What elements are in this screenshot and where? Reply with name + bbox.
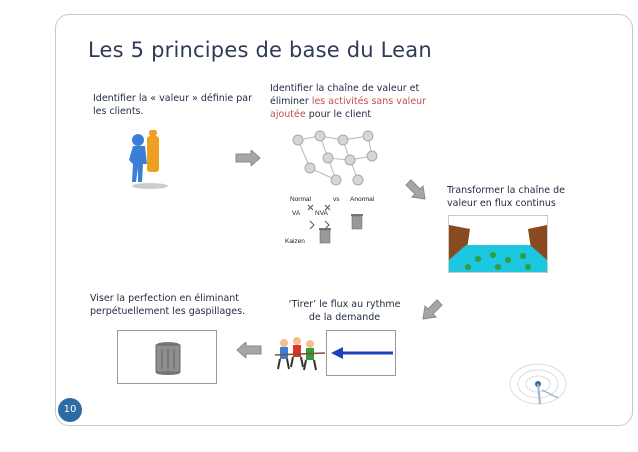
principle-2-text-a: Identifier la chaîne de valeur et éliminer xyxy=(270,83,420,107)
principle-2-text-b: pour le client xyxy=(305,109,372,120)
anormal-label: Anormal xyxy=(350,196,375,203)
page-number-badge: 10 xyxy=(58,398,82,422)
principle-4-text: ‘Tirer’ le flux au rythme de la demande xyxy=(288,299,401,323)
trash-can-icon xyxy=(118,331,216,383)
flow-arrow-left-icon xyxy=(236,342,262,358)
target-icon xyxy=(508,360,568,408)
info-person-icon xyxy=(125,130,175,190)
trash-can-small-icon-2 xyxy=(350,212,364,230)
principle-1-text: Identifier la « valeur » définie par les clients. xyxy=(93,93,252,117)
trash-box xyxy=(117,330,217,384)
kaizen-label: Kaizen xyxy=(285,238,305,245)
va-label: VA xyxy=(292,210,301,217)
normal-label: Normal xyxy=(290,196,311,203)
pull-arrow-icon xyxy=(327,331,395,375)
nva-label: NVA xyxy=(315,210,328,217)
trash-can-small-icon xyxy=(318,226,332,244)
principle-2-text xyxy=(270,82,440,121)
principle-2-highlight: les activités sans valeur ajoutée xyxy=(270,96,427,120)
slide-title: Les 5 principes de base du Lean xyxy=(88,38,432,62)
flow-arrow-down-left-icon xyxy=(420,298,444,322)
pull-rope-icon xyxy=(275,335,325,375)
pull-arrow-box xyxy=(326,330,396,376)
flow-arrow-right-icon xyxy=(235,150,261,166)
vs-label: vs xyxy=(333,196,340,203)
flow-arrow-down-right-icon xyxy=(404,178,428,202)
principle-3-text: Transformer la chaîne de valeur en flux continus xyxy=(447,185,565,209)
network-graph-icon xyxy=(288,128,388,194)
river-flow-icon xyxy=(448,215,548,273)
principle-5-text: Viser la perfection en éliminant perpétuellement les gaspillages. xyxy=(90,293,246,317)
